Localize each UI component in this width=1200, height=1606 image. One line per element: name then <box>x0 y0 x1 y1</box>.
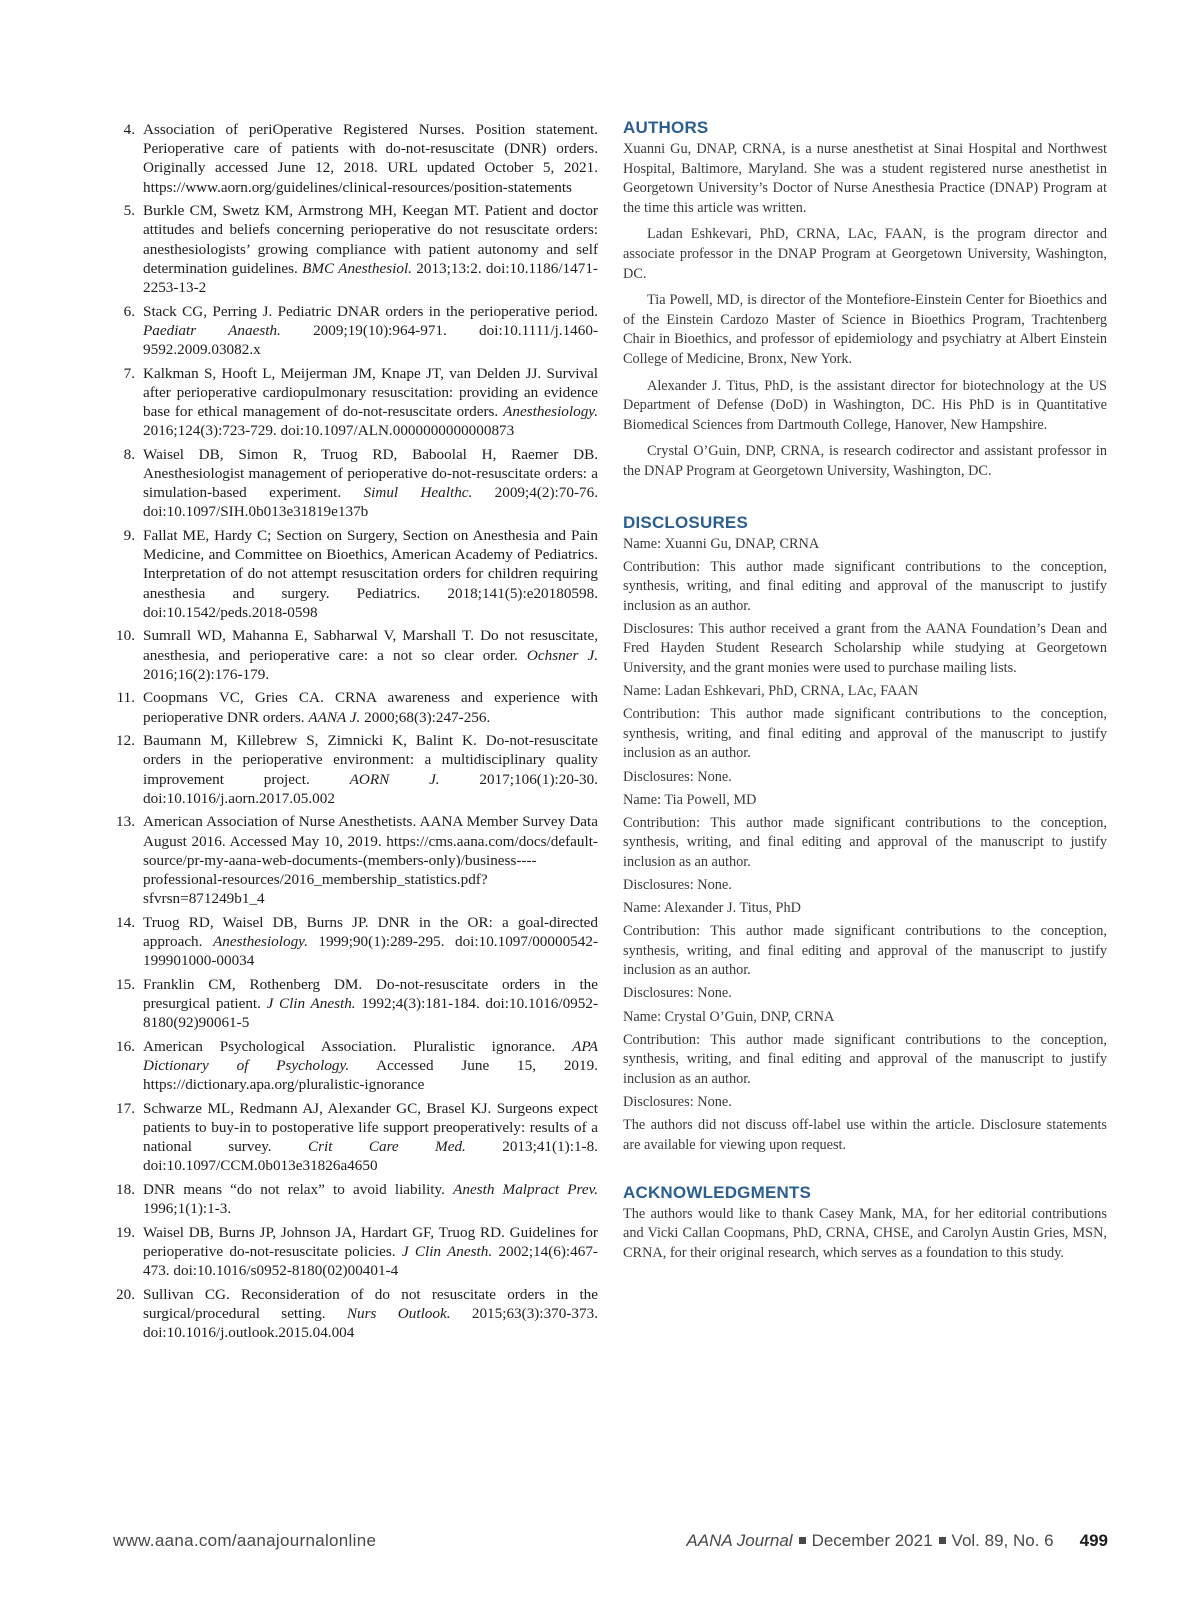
reference-number: 15. <box>116 975 135 993</box>
reference-text <box>143 688 598 726</box>
reference-journal: BMC Anesthesiol. <box>302 259 412 277</box>
reference-text <box>143 526 598 622</box>
reference-text <box>143 1285 598 1343</box>
acknowledgments-section <box>623 1183 1107 1264</box>
reference-item <box>113 626 598 684</box>
reference-details: 2013;13:2. doi:10.1186/1471-2253-13-2 <box>143 259 598 297</box>
journal-name: AANA Journal <box>686 1531 793 1550</box>
reference-item <box>113 1099 598 1176</box>
reference-citation: Kalkman S, Hooft L, Meijerman JM, Knape JT, van Delden JJ. Survival after perioperative cardiopulmonary resuscitation: providing an evidence base for ethical management of do-not-resuscitate orders. <box>143 364 598 421</box>
reference-text <box>143 1037 598 1095</box>
reference-journal: J Clin Anesth. <box>266 995 356 1013</box>
disclosure-line: Name: Ladan Eshkevari, PhD, CRNA, LAc, FAAN <box>623 683 919 700</box>
reference-citation: American Psychological Association. Pluralistic ignorance. <box>143 1037 573 1055</box>
reference-citation: Schwarze ML, Redmann AJ, Alexander GC, Brasel KJ. Surgeons expect patients to buy-in to postoperative life support preoperatively: results of a national survey. <box>143 1099 598 1156</box>
reference-journal: AANA J. <box>308 708 361 726</box>
reference-item <box>113 526 598 622</box>
reference-item <box>113 1223 598 1281</box>
reference-number: 4. <box>123 121 135 138</box>
reference-number: 16. <box>116 1037 135 1055</box>
disclosure-line: Contribution: This author made significant contributions to the conception, synthesis, writing, and final editing and approval of the manuscript to justify inclusion as an author. <box>623 1031 1107 1087</box>
reference-item <box>113 120 598 197</box>
reference-item <box>113 445 598 522</box>
disclosure-line: Disclosures: None. <box>623 768 732 785</box>
author-bio: Tia Powell, MD, is director of the Montefiore-Einstein Center for Bioethics and of the Einstein Cardozo Master of Science in Bioethics Program, Trachtenberg Chair in Bioethics, and professor of epidemiology and psychiatry at Albert Einstein College of Medicine, Bronx, New York. <box>623 292 1107 367</box>
reference-text <box>143 731 598 808</box>
reference-citation: American Association of Nurse Anesthetists. AANA Member Survey Data August 2016. Accessed May 10, 2019. https://cms.aana.com/docs/default-source/pr-my-aana-web-documents-(members-only)/business----professional-resources/2016_membership_statistics.pdf?sfvrsn=871249b1_4 <box>143 813 598 908</box>
reference-text <box>143 201 598 297</box>
reference-citation: Coopmans VC, Gries CA. CRNA awareness and experience with perioperative DNR orders. <box>143 689 598 726</box>
reference-journal: Anesthesiology. <box>212 933 308 951</box>
separator-square-icon <box>939 1537 946 1544</box>
reference-number: 13. <box>116 813 135 831</box>
reference-citation: Fallat ME, Hardy C; Section on Surgery, Section on Anesthesia and Pain Medicine, and Committee on Bioethics, American Academy of Pediatrics. Interpretation of do not attempt resuscitation orders for children requiring anesthesia and surgery. Pediatrics. 2018;141(5):e20180598. doi:10.1542/peds.2018-0598 <box>143 527 598 621</box>
disclosure-line: Name: Xuanni Gu, DNAP, CRNA <box>623 535 820 552</box>
reference-citation: Baumann M, Killebrew S, Zimnicki K, Balint K. Do-not-resuscitate orders in the perioperative environment: a multidisciplinary quality improvement project. <box>143 732 598 788</box>
authors-heading: AUTHORS <box>623 118 709 137</box>
reference-item <box>113 302 598 360</box>
reference-number: 20. <box>116 1285 135 1303</box>
journal-issue-info <box>686 1531 1108 1551</box>
reference-citation: Truog RD, Waisel DB, Burns JP. DNR in the OR: a goal-directed approach. <box>143 913 598 951</box>
reference-item <box>113 1180 598 1218</box>
reference-details: 2016;124(3):723-729. doi:10.1097/ALN.0000000000000873 <box>143 422 515 440</box>
page-number: 499 <box>1079 1531 1108 1550</box>
reference-text <box>143 445 598 522</box>
reference-item <box>113 812 598 908</box>
reference-number: 11. <box>116 689 135 707</box>
reference-details: Accessed June 15, 2019. https://dictionary.apa.org/pluralistic-ignorance <box>143 1057 598 1094</box>
reference-text <box>143 1099 598 1176</box>
reference-citation: Sullivan CG. Reconsideration of do not resuscitate orders in the surgical/procedural setting. <box>143 1285 598 1323</box>
reference-details: 2015;63(3):370-373. doi:10.1016/j.outlook.2015.04.004 <box>143 1305 598 1342</box>
reference-number: 10. <box>116 627 135 645</box>
separator-square-icon <box>799 1537 806 1544</box>
reference-number: 7. <box>123 364 135 382</box>
reference-journal: Anesth Malpract Prev. <box>453 1181 599 1199</box>
disclosure-line: Disclosures: This author received a grant from the AANA Foundation’s Dean and Fred Hayden Student Research Scholarship while studying at Georgetown University, and the grant monies were used to purchase mailing lists. <box>623 620 1107 677</box>
reference-details: 2009;4(2):70-76. doi:10.1097/SIH.0b013e31819e137b <box>143 484 598 521</box>
disclosure-line: Name: Crystal O’Guin, DNP, CRNA <box>623 1008 835 1025</box>
reference-text <box>143 1180 598 1218</box>
reference-text <box>143 913 598 971</box>
author-bio: Alexander J. Titus, PhD, is the assistant director for biotechnology at the US Department of Defense (DoD) in Washington, DC. His PhD is in Quantitative Biomedical Sciences from Dartmouth College, Hanover, New Hampshire. <box>623 377 1107 433</box>
reference-journal: Nurs Outlook. <box>346 1305 451 1323</box>
reference-details: 2002;14(6):467-473. doi:10.1016/s0952-8180(02)00401-4 <box>143 1243 598 1280</box>
reference-item <box>113 688 598 726</box>
disclosure-line: Contribution: This author made significant contributions to the conception, synthesis, writing, and final editing and approval of the manuscript to justify inclusion as an author. <box>623 706 1107 762</box>
reference-details: 2017;106(1):20-30. doi:10.1016/j.aorn.2017.05.002 <box>143 770 598 807</box>
reference-item <box>113 975 598 1033</box>
acknowledgments-text: The authors would like to thank Casey Mank, MA, for her editorial contributions and Vicki Callan Coopmans, PhD, CRNA, CHSE, and Carolyn Austin Gries, MSN, CRNA, for their original research, which serves as a foundation to this study. <box>623 1205 1107 1261</box>
disclosure-line: Disclosures: None. <box>623 877 732 893</box>
volume-issue: Vol. 89, No. 6 <box>951 1531 1054 1550</box>
reference-citation: Waisel DB, Simon R, Truog RD, Baboolal H, Raemer DB. Anesthesiologist management of perioperative do-not-resuscitate orders: a simulation-based experiment. <box>143 445 598 502</box>
reference-text <box>143 1223 598 1281</box>
reference-number: 5. <box>123 202 135 220</box>
reference-citation: Burkle CM, Swetz KM, Armstrong MH, Keegan MT. Patient and doctor attitudes and beliefs concerning perioperative do not resuscitate orders: anesthesiologists’ growing compliance with patient autonomy and self determination guidelines. <box>143 202 598 277</box>
author-bio: Xuanni Gu, DNAP, CRNA, is a nurse anesthetist at Sinai Hospital and Northwest Hospital, Baltimore, Maryland. She was a student registered nurse anesthetist in Georgetown University’s Doctor of Nurse Anesthesia Practice (DNAP) Program at the time this article was written. <box>623 141 1107 216</box>
right-column <box>623 118 1107 1271</box>
disclosure-line: Contribution: This author made significant contributions to the conception, synthesis, writing, and final editing and approval of the manuscript to justify inclusion as an author. <box>623 814 1107 870</box>
reference-journal: J Clin Anesth. <box>401 1243 493 1261</box>
reference-citation: Waisel DB, Burns JP, Johnson JA, Hardart GF, Truog RD. Guidelines for perioperative do-not-resuscitate policies. <box>143 1223 598 1261</box>
reference-details: 1996;1(1):1-3. <box>143 1200 232 1218</box>
reference-item <box>113 1037 598 1095</box>
reference-details: 2009;19(10):964-971. doi:10.1111/j.1460-9592.2009.03082.x <box>143 321 598 359</box>
disclosure-line: Contribution: This author made significant contributions to the conception, synthesis, writing, and final editing and approval of the manuscript to justify inclusion as an author. <box>623 558 1107 614</box>
reference-details: 2016;16(2):176-179. <box>143 665 270 683</box>
reference-number: 18. <box>116 1181 135 1199</box>
disclosure-line: Disclosures: None. <box>623 985 732 1002</box>
reference-text <box>143 812 598 908</box>
disclosure-line: Name: Tia Powell, MD <box>623 791 757 808</box>
reference-number: 14. <box>116 913 135 931</box>
reference-citation: DNR means “do not relax” to avoid liability. <box>143 1181 454 1199</box>
reference-journal: Paediatr Anaesth. <box>143 321 281 339</box>
issue-date: December 2021 <box>811 1531 933 1550</box>
reference-details: 1999;90(1):289-295. doi:10.1097/00000542-199901000-00034 <box>143 933 599 970</box>
journal-url: www.aana.com/aanajournalonline <box>113 1531 377 1550</box>
reference-journal: Anesthesiology. <box>503 403 598 421</box>
reference-number: 9. <box>123 527 135 545</box>
reference-number: 8. <box>123 445 135 463</box>
reference-text <box>143 364 598 441</box>
reference-details: 2013;41(1):1-8. doi:10.1097/CCM.0b013e31826a4650 <box>143 1138 598 1175</box>
reference-number: 12. <box>116 732 135 750</box>
disclosure-line: Contribution: This author made significant contributions to the conception, synthesis, writing, and final editing and approval of the manuscript to justify inclusion as an author. <box>623 923 1107 979</box>
author-bio: Ladan Eshkevari, PhD, CRNA, LAc, FAAN, is the program director and associate professor in the DNAP Program at Georgetown University, Washington, DC. <box>623 226 1107 282</box>
disclosure-line: Disclosures: None. <box>623 1093 732 1110</box>
reference-text <box>143 120 598 197</box>
reference-item <box>113 201 598 297</box>
reference-text <box>143 626 598 684</box>
reference-item <box>113 364 598 441</box>
reference-text <box>143 975 598 1033</box>
disclosure-line: The authors did not discuss off-label use within the article. Disclosure statements are available for viewing upon request. <box>623 1117 1107 1153</box>
disclosures-section <box>623 513 1107 1156</box>
reference-text <box>143 302 598 360</box>
page-footer <box>113 1531 1108 1555</box>
reference-citation: Franklin CM, Rothenberg DM. Do-not-resuscitate orders in the presurgical patient. <box>143 975 598 1013</box>
author-bio: Crystal O’Guin, DNP, CRNA, is research codirector and assistant professor in the DNAP Program at Georgetown University, Washington, DC. <box>623 443 1107 479</box>
disclosure-line: Name: Alexander J. Titus, PhD <box>623 900 801 917</box>
reference-journal: Simul Healthc. <box>363 484 473 502</box>
acknowledgments-heading: ACKNOWLEDGMENTS <box>623 1182 812 1202</box>
reference-journal: AORN J. <box>349 770 440 788</box>
reference-number: 19. <box>116 1223 135 1241</box>
reference-number: 6. <box>123 302 135 320</box>
reference-details: 1992;4(3):181-184. doi:10.1016/0952-8180(92)90061-5 <box>143 995 599 1032</box>
reference-journal: Crit Care Med. <box>308 1138 466 1156</box>
reference-citation: Stack CG, Perring J. Pediatric DNAR orders in the perioperative period. <box>143 302 598 320</box>
reference-details: 2000;68(3):247-256. <box>360 708 491 726</box>
reference-item <box>113 913 598 971</box>
reference-journal: APA Dictionary of Psychology. <box>143 1037 598 1075</box>
disclosures-heading: DISCLOSURES <box>623 512 748 532</box>
references-list <box>113 120 598 1347</box>
authors-section <box>623 118 1107 482</box>
reference-journal: Ochsner J. <box>526 646 598 664</box>
reference-citation: Sumrall WD, Mahanna E, Sabharwal V, Marshall T. Do not resuscitate, anesthesia, and perioperative care: a not so clear order. <box>143 627 598 664</box>
reference-item <box>113 731 598 808</box>
reference-number: 17. <box>116 1099 135 1117</box>
reference-item <box>113 1285 598 1343</box>
reference-citation: Association of periOperative Registered Nurses. Position statement. Perioperative care of patients with do-not-resuscitate (DNR) orders. Originally accessed June 12, 2018. URL updated October 5, 2021. https://www.aorn.org/guidelines/clinical-resources/position-statements <box>143 121 598 196</box>
